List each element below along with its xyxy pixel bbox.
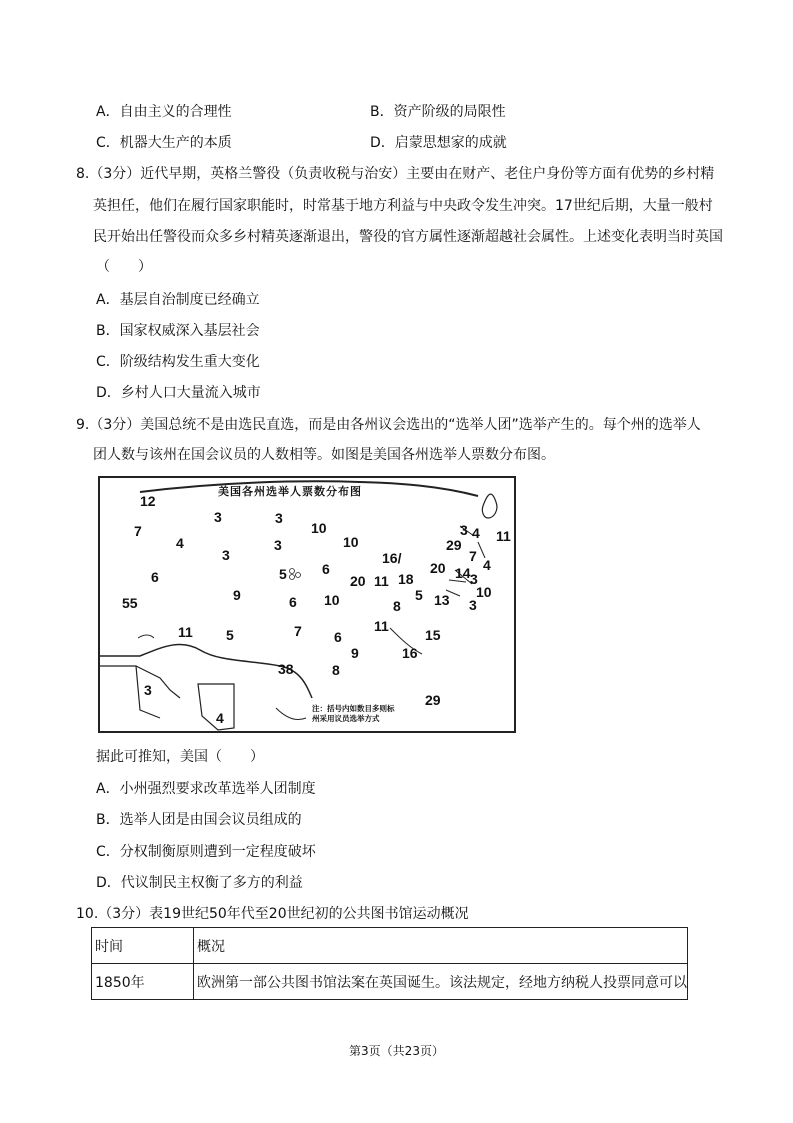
q8-option-b: B．国家权威深入基层社会 bbox=[96, 323, 260, 339]
q9-option-a: A．小州强烈要求改革选举人团制度 bbox=[96, 781, 316, 797]
state-votes: 4 bbox=[216, 710, 224, 726]
state-votes: 4 bbox=[176, 535, 184, 551]
state-votes: 11 bbox=[374, 573, 389, 589]
state-votes: 14 bbox=[455, 565, 471, 581]
q8-option-c: C．阶级结构发生重大变化 bbox=[96, 354, 260, 370]
table-row bbox=[92, 964, 688, 1000]
q9-stem-line: 9.（3分）美国总统不是由选民直选，而是由各州议会选出的“选举人团”选举产生的。每个州的选举人 bbox=[76, 417, 701, 433]
state-votes: 3 bbox=[144, 682, 152, 698]
state-votes: 11 bbox=[178, 624, 193, 640]
state-votes: 4 bbox=[483, 557, 491, 573]
table-header-cell: 概况 bbox=[194, 928, 688, 964]
state-votes: 10 bbox=[324, 592, 340, 608]
state-votes: 9 bbox=[233, 587, 241, 603]
state-votes: 29 bbox=[425, 692, 441, 708]
map-note: 注：括号内如数目多则标 州采用议员选举方式 bbox=[312, 704, 395, 723]
map-title: 美国各州选举人票数分布图 bbox=[218, 485, 362, 498]
q8-stem-blank: （ ） bbox=[96, 259, 152, 275]
state-votes: 11 bbox=[496, 528, 511, 544]
state-votes: 20 bbox=[430, 560, 446, 576]
page-footer: 第3页（共23页） bbox=[349, 1044, 444, 1058]
state-votes: 10 bbox=[476, 584, 492, 600]
state-votes: 3 bbox=[214, 509, 222, 525]
state-votes: 38 bbox=[278, 661, 294, 677]
state-votes: 13 bbox=[434, 592, 450, 608]
table-header-cell: 时间 bbox=[92, 928, 194, 964]
state-votes: 16 bbox=[402, 645, 418, 661]
state-votes: 7 bbox=[134, 523, 142, 539]
state-votes: 18 bbox=[398, 571, 414, 587]
electoral-map bbox=[98, 476, 516, 733]
q8-stem-line: 8.（3分）近代早期，英格兰警役（负责收税与治安）主要由在财产、老住户身份等方面有优势的乡村精 bbox=[76, 166, 715, 182]
state-votes: 20 bbox=[350, 573, 366, 589]
state-votes: 8 bbox=[332, 662, 340, 678]
q8-option-a: A．基层自治制度已经确立 bbox=[96, 292, 260, 308]
state-votes: 5 bbox=[415, 587, 423, 603]
state-votes: 29 bbox=[446, 537, 462, 553]
q7-option-b: B．资产阶级的局限性 bbox=[370, 104, 506, 120]
state-votes: 5 bbox=[226, 627, 234, 643]
state-votes: 3 bbox=[460, 522, 468, 538]
state-votes: 11 bbox=[374, 618, 389, 634]
q9-option-c: C．分权制衡原则遭到一定程度破坏 bbox=[96, 844, 316, 860]
q9-stem-line: 团人数与该州在国会议员的人数相等。如图是美国各州选举人票数分布图。 bbox=[93, 447, 555, 463]
state-votes: 3 bbox=[469, 597, 477, 613]
table-cell: 1850年 bbox=[92, 964, 194, 1000]
state-votes: 6 bbox=[289, 594, 297, 610]
q9-option-b: B．选举人团是由国会议员组成的 bbox=[96, 812, 302, 828]
q7-option-c: C．机器大生产的本质 bbox=[96, 135, 232, 151]
q8-stem-line: 民开始出任警役而众多乡村精英逐渐退出，警役的官方属性逐渐超越社会属性。上述变化表明当时英国 bbox=[93, 229, 723, 245]
q8-stem-line: 英担任，他们在履行国家职能时，时常基于地方利益与中央政令发生冲突。17世纪后期，大量一般村 bbox=[93, 198, 713, 214]
state-votes: 3 bbox=[274, 537, 282, 553]
state-votes: 8 bbox=[393, 598, 401, 614]
state-votes: 4 bbox=[472, 525, 480, 541]
q7-option-d: D．启蒙思想家的成就 bbox=[370, 135, 507, 151]
table-cell: 欧洲第一部公共图书馆法案在英国诞生。该法规定，经地方纳税人投票同意可以 bbox=[194, 964, 688, 1000]
state-votes: 16/ bbox=[382, 550, 402, 566]
library-movement-table bbox=[91, 927, 688, 1000]
state-votes: 3 bbox=[275, 510, 283, 526]
state-votes: 3 bbox=[470, 571, 478, 587]
q10-stem-line: 10.（3分）表19世纪50年代至20世纪初的公共图书馆运动概况 bbox=[76, 906, 469, 922]
map-outline bbox=[100, 478, 516, 733]
state-votes: 10 bbox=[343, 534, 359, 550]
state-votes: 15 bbox=[425, 627, 441, 643]
q7-option-a: A．自由主义的合理性 bbox=[96, 104, 232, 120]
state-votes: 6 bbox=[322, 561, 330, 577]
state-votes: 9 bbox=[351, 645, 359, 661]
q8-option-d: D．乡村人口大量流入城市 bbox=[96, 385, 261, 401]
state-votes: 10 bbox=[311, 520, 327, 536]
state-votes: 7 bbox=[294, 623, 302, 639]
state-votes: 5 bbox=[279, 566, 287, 582]
state-votes: 7 bbox=[469, 548, 477, 564]
state-votes: 6 bbox=[151, 569, 159, 585]
state-votes: 3 bbox=[222, 547, 230, 563]
state-votes: 12 bbox=[140, 493, 156, 509]
state-votes: 6 bbox=[334, 629, 342, 645]
state-votes: 55 bbox=[122, 595, 138, 611]
q9-option-d: D．代议制民主权衡了多方的利益 bbox=[96, 875, 303, 891]
table-header-row bbox=[92, 928, 688, 964]
q9-question: 据此可推知，美国（ ） bbox=[96, 749, 264, 765]
